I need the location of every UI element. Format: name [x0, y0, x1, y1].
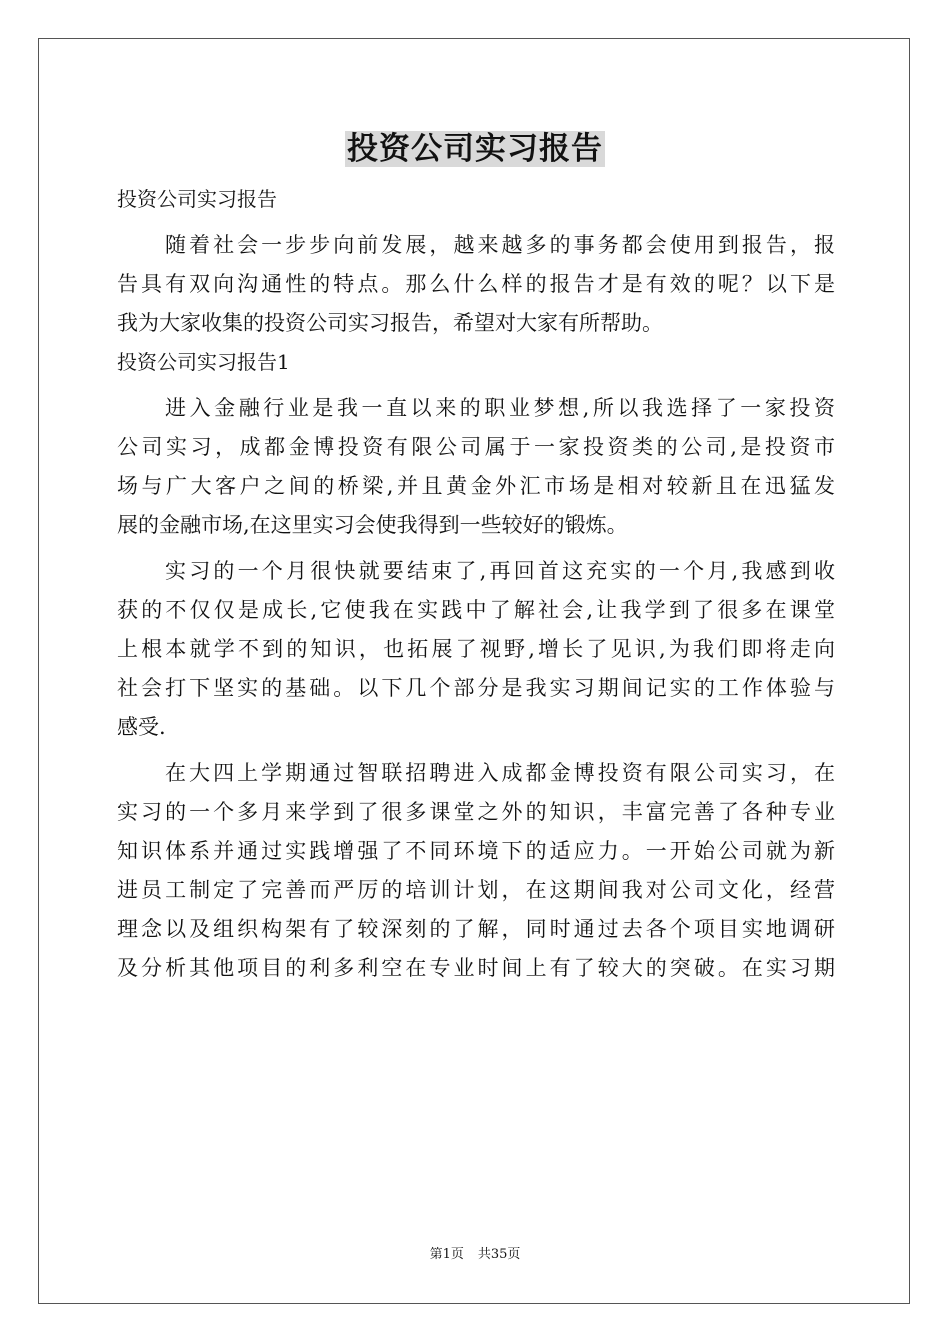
body-paragraph-2: [117, 552, 835, 747]
document-title: 投资公司实习报告: [347, 131, 603, 167]
document-body: [117, 180, 835, 988]
text-line: 随着社会一步步向前发展，越来越多的事务都会使用到报告，报: [165, 233, 835, 257]
text-line: 我为大家收集的投资公司实习报告，希望对大家有所帮助。: [117, 311, 663, 335]
text-line: 社会打下坚实的基础。以下几个部分是我实习期间记实的工作体验与: [117, 676, 835, 700]
text-line: 告具有双向沟通性的特点。那么什么样的报告才是有效的呢？以下是: [117, 272, 835, 296]
page-total: 共35页: [477, 1247, 521, 1262]
body-paragraph-3: [117, 754, 835, 988]
text-line: 理念以及组织构架有了较深刻的了解，同时通过去各个项目实地调研: [117, 917, 835, 941]
page-footer: [0, 1245, 950, 1265]
text-line: 展的金融市场,在这里实习会使我得到一些较好的锻炼。: [117, 513, 628, 537]
section-heading: 投资公司实习报告1: [117, 350, 290, 374]
intro-paragraph: [117, 226, 835, 343]
text-line: 实习的一个月很快就要结束了,再回首这充实的一个月,我感到收: [165, 559, 835, 583]
body-paragraph-1: [117, 389, 835, 545]
page-number: 第1页: [429, 1247, 464, 1262]
text-line: 进入金融行业是我一直以来的职业梦想,所以我选择了一家投资: [165, 396, 835, 420]
text-line: 及分析其他项目的利多利空在专业时间上有了较大的突破。在实习期: [117, 956, 835, 980]
text-line: 获的不仅仅是成长,它使我在实践中了解社会,让我学到了很多在课堂: [117, 598, 835, 622]
text-line: 知识体系并通过实践增强了不同环境下的适应力。一开始公司就为新: [117, 839, 835, 863]
text-line: 场与广大客户之间的桥梁,并且黄金外汇市场是相对较新且在迅猛发: [117, 474, 835, 498]
text-line: 上根本就学不到的知识，也拓展了视野,增长了见识,为我们即将走向: [117, 637, 835, 661]
text-line: 实习的一个多月来学到了很多课堂之外的知识，丰富完善了各种专业: [117, 800, 835, 824]
text-line: 感受.: [117, 715, 166, 739]
text-line: 在大四上学期通过智联招聘进入成都金博投资有限公司实习，在: [165, 761, 835, 785]
document-subtitle: 投资公司实习报告: [117, 187, 277, 211]
text-line: 进员工制定了完善而严厉的培训计划，在这期间我对公司文化，经营: [117, 878, 835, 902]
text-line: 公司实习，成都金博投资有限公司属于一家投资类的公司,是投资市: [117, 435, 835, 459]
